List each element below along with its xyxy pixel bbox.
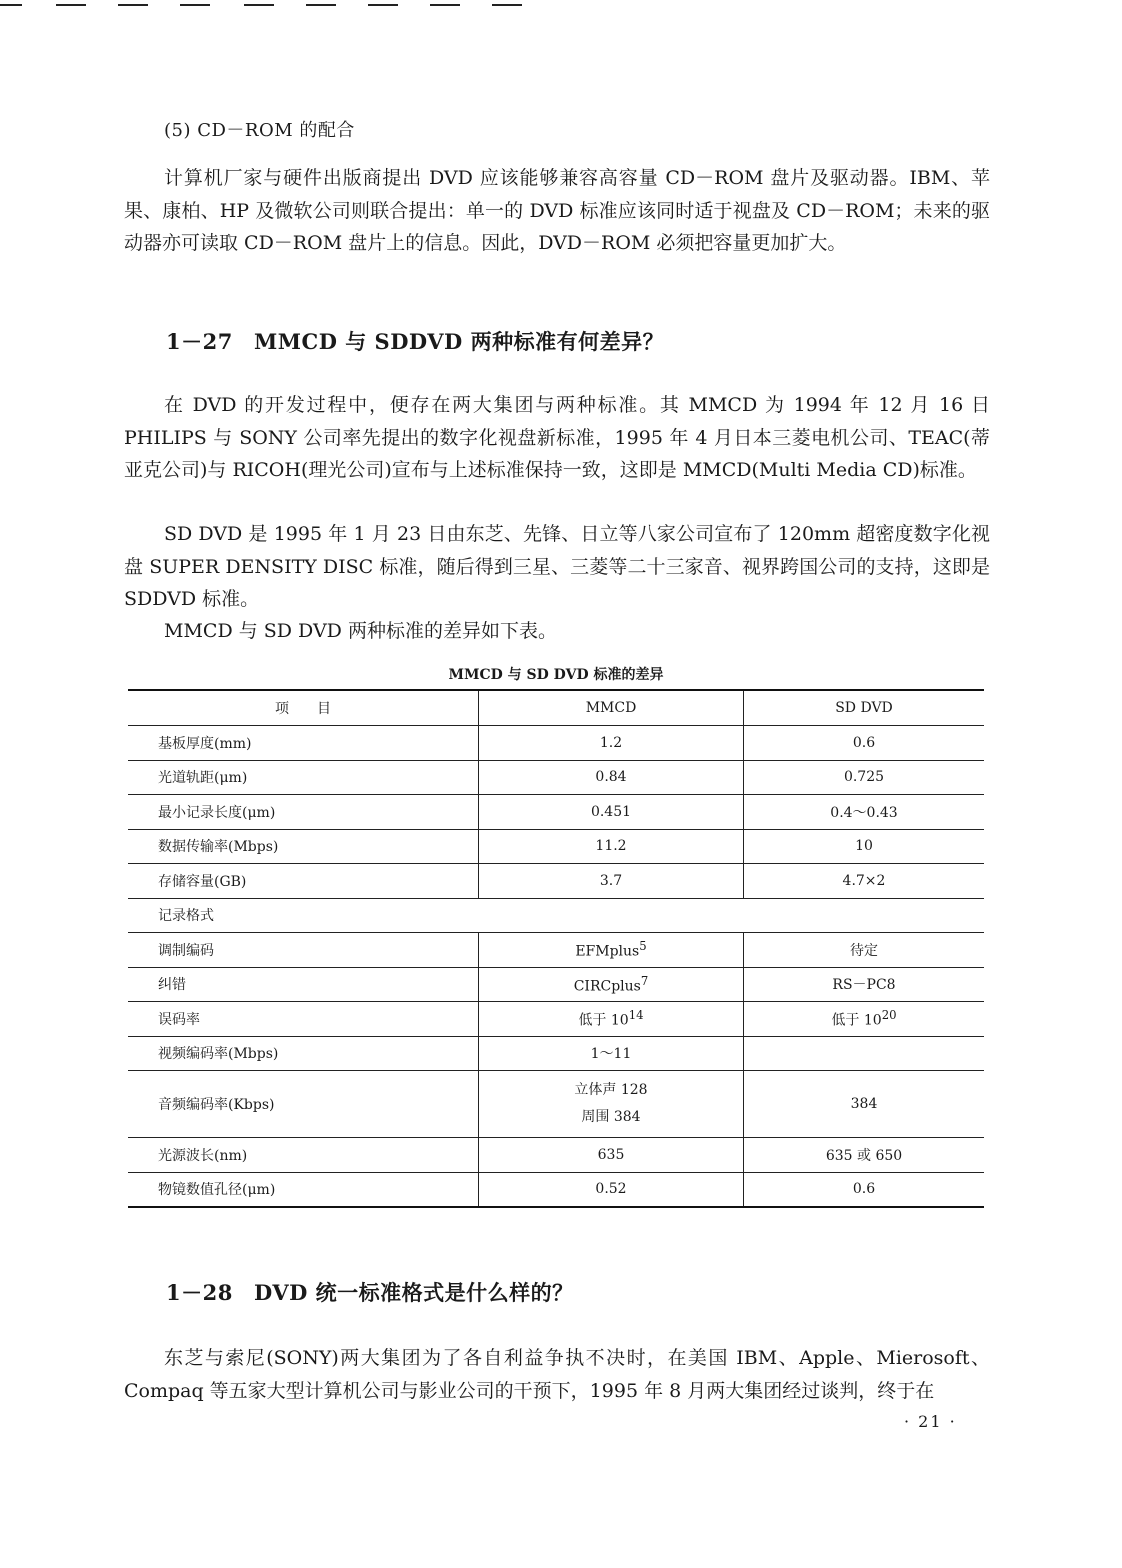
cell-sd: 4.7×2 — [744, 864, 985, 899]
table-row — [128, 1002, 984, 1037]
cell-mmcd: 3.7 — [479, 864, 744, 899]
table-row — [128, 1138, 984, 1173]
cell-item: 音频编码率(Kbps) — [128, 1071, 479, 1138]
cell-text: CIRCplus — [573, 978, 641, 995]
cell-item: 光道轨距(μm) — [128, 760, 479, 795]
cell-mmcd: 635 — [479, 1138, 744, 1173]
cell-item: 调制编码 — [128, 933, 479, 968]
cell-sd: 10 — [744, 829, 985, 864]
cell-line: 周围 384 — [581, 1109, 641, 1125]
cell-item: 物镜数值孔径(μm) — [128, 1172, 479, 1207]
cell-sd: 384 — [744, 1071, 985, 1138]
paragraph-table-intro: MMCD 与 SD DVD 两种标准的差异如下表。 — [164, 620, 557, 642]
cell-item: 纠错 — [128, 967, 479, 1002]
section-number: 1－27 — [166, 329, 233, 354]
comparison-table — [128, 689, 984, 1208]
cell-item: 视频编码率(Mbps) — [128, 1036, 479, 1071]
footnote-mark: 5 — [639, 939, 647, 954]
page-number: · 21 · — [904, 1412, 957, 1431]
sub-heading-cd-rom: (5) CD－ROM 的配合 — [164, 120, 355, 141]
cell-mmcd: 0.451 — [479, 795, 744, 830]
cell-sd: 0.6 — [744, 1172, 985, 1207]
top-edge-dashes — [0, 0, 540, 12]
cell-mmcd: 0.52 — [479, 1172, 744, 1207]
table-header-row — [128, 690, 984, 726]
cell-mmcd: 11.2 — [479, 829, 744, 864]
paragraph-unified-standard: 东芝与索尼(SONY)两大集团为了各自利益争执不决时，在美国 IBM、Apple、Mierosoft、Compaq 等五家大型计算机公司与影业公司的干预下，1995 年 8 月两大集团经过谈判，终于在 — [124, 1347, 990, 1402]
cell-sd: 0.725 — [744, 760, 985, 795]
cell-text: 低于 10 — [831, 1012, 882, 1029]
table-row-group-label — [128, 898, 984, 933]
cell-mmcd — [479, 1002, 744, 1037]
cell-mmcd: 1.2 — [479, 726, 744, 761]
section-title: MMCD 与 SDDVD 两种标准有何差异？ — [254, 329, 665, 354]
section-number: 1－28 — [166, 1280, 233, 1305]
cell-item: 误码率 — [128, 1002, 479, 1037]
cell-text: 低于 10 — [578, 1012, 629, 1029]
cell-sd: 0.4～0.43 — [744, 795, 985, 830]
table-row — [128, 760, 984, 795]
table-row — [128, 795, 984, 830]
paragraph-mmcd-origin: 在 DVD 的开发过程中，便存在两大集团与两种标准。其 MMCD 为 1994 年 12 月 16 日 PHILIPS 与 SONY 公司率先提出的数字化视盘新标准，1995 年 4 月日本三菱电机公司、TEAC(蒂亚克公司)与 RICOH(理光公司)宣布与上述标准保持一致，这即是 MMCD(Multi Media CD)标准。 — [124, 394, 990, 481]
cell-item: 基板厚度(mm) — [128, 726, 479, 761]
cell-mmcd — [479, 933, 744, 968]
table-row — [128, 1071, 984, 1138]
table-row — [128, 726, 984, 761]
cell-sd — [744, 1002, 985, 1037]
table-row — [128, 933, 984, 968]
cell-sd: 635 或 650 — [744, 1138, 985, 1173]
cell-sd — [744, 1036, 985, 1071]
table-row — [128, 1036, 984, 1071]
header-mmcd: MMCD — [479, 690, 744, 726]
paragraph-cd-rom-compat: 计算机厂家与硬件出版商提出 DVD 应该能够兼容高容量 CD－ROM 盘片及驱动器。IBM、苹果、康柏、HP 及微软公司则联合提出：单一的 DVD 标准应该同时适于视盘及 CD－ROM；未来的驱动器亦可读取 CD－ROM 盘片上的信息。因此，DVD－ROM 必须把容量更加扩大。 — [124, 167, 990, 254]
table-row — [128, 1172, 984, 1207]
header-sd-dvd: SD DVD — [744, 690, 985, 726]
cell-mmcd: 1～11 — [479, 1036, 744, 1071]
cell-sd: 待定 — [744, 933, 985, 968]
section-heading-1-27 — [166, 326, 664, 356]
cell-mmcd — [479, 967, 744, 1002]
exponent: 20 — [881, 1007, 897, 1022]
cell-item: 数据传输率(Mbps) — [128, 829, 479, 864]
cell-sd: 0.6 — [744, 726, 985, 761]
table-row — [128, 864, 984, 899]
paragraph-sddvd-origin: SD DVD 是 1995 年 1 月 23 日由东芝、先锋、日立等八家公司宣布了 120mm 超密度数字化视盘 SUPER DENSITY DISC 标准，随后得到三星、三菱等二十三家音、视界跨国公司的支持，这即是 SDDVD 标准。 — [124, 523, 990, 610]
table-row — [128, 967, 984, 1002]
cell-sd: RS－PC8 — [744, 967, 985, 1002]
footnote-mark: 7 — [640, 973, 649, 988]
cell-item: 最小记录长度(μm) — [128, 795, 479, 830]
cell-item: 光源波长(nm) — [128, 1138, 479, 1173]
cell-mmcd — [479, 1071, 744, 1138]
exponent: 14 — [628, 1007, 644, 1022]
cell-text: EFMplus — [575, 944, 640, 961]
header-item: 项 目 — [128, 690, 479, 726]
table-caption: MMCD 与 SD DVD 标准的差异 — [448, 667, 664, 683]
cell-item: 存储容量(GB) — [128, 864, 479, 899]
section-heading-1-28 — [166, 1277, 574, 1307]
cell-mmcd: 0.84 — [479, 760, 744, 795]
table-row — [128, 829, 984, 864]
cell-group-label: 记录格式 — [128, 898, 984, 933]
cell-line: 立体声 128 — [574, 1082, 648, 1098]
section-title: DVD 统一标准格式是什么样的？ — [254, 1280, 574, 1305]
